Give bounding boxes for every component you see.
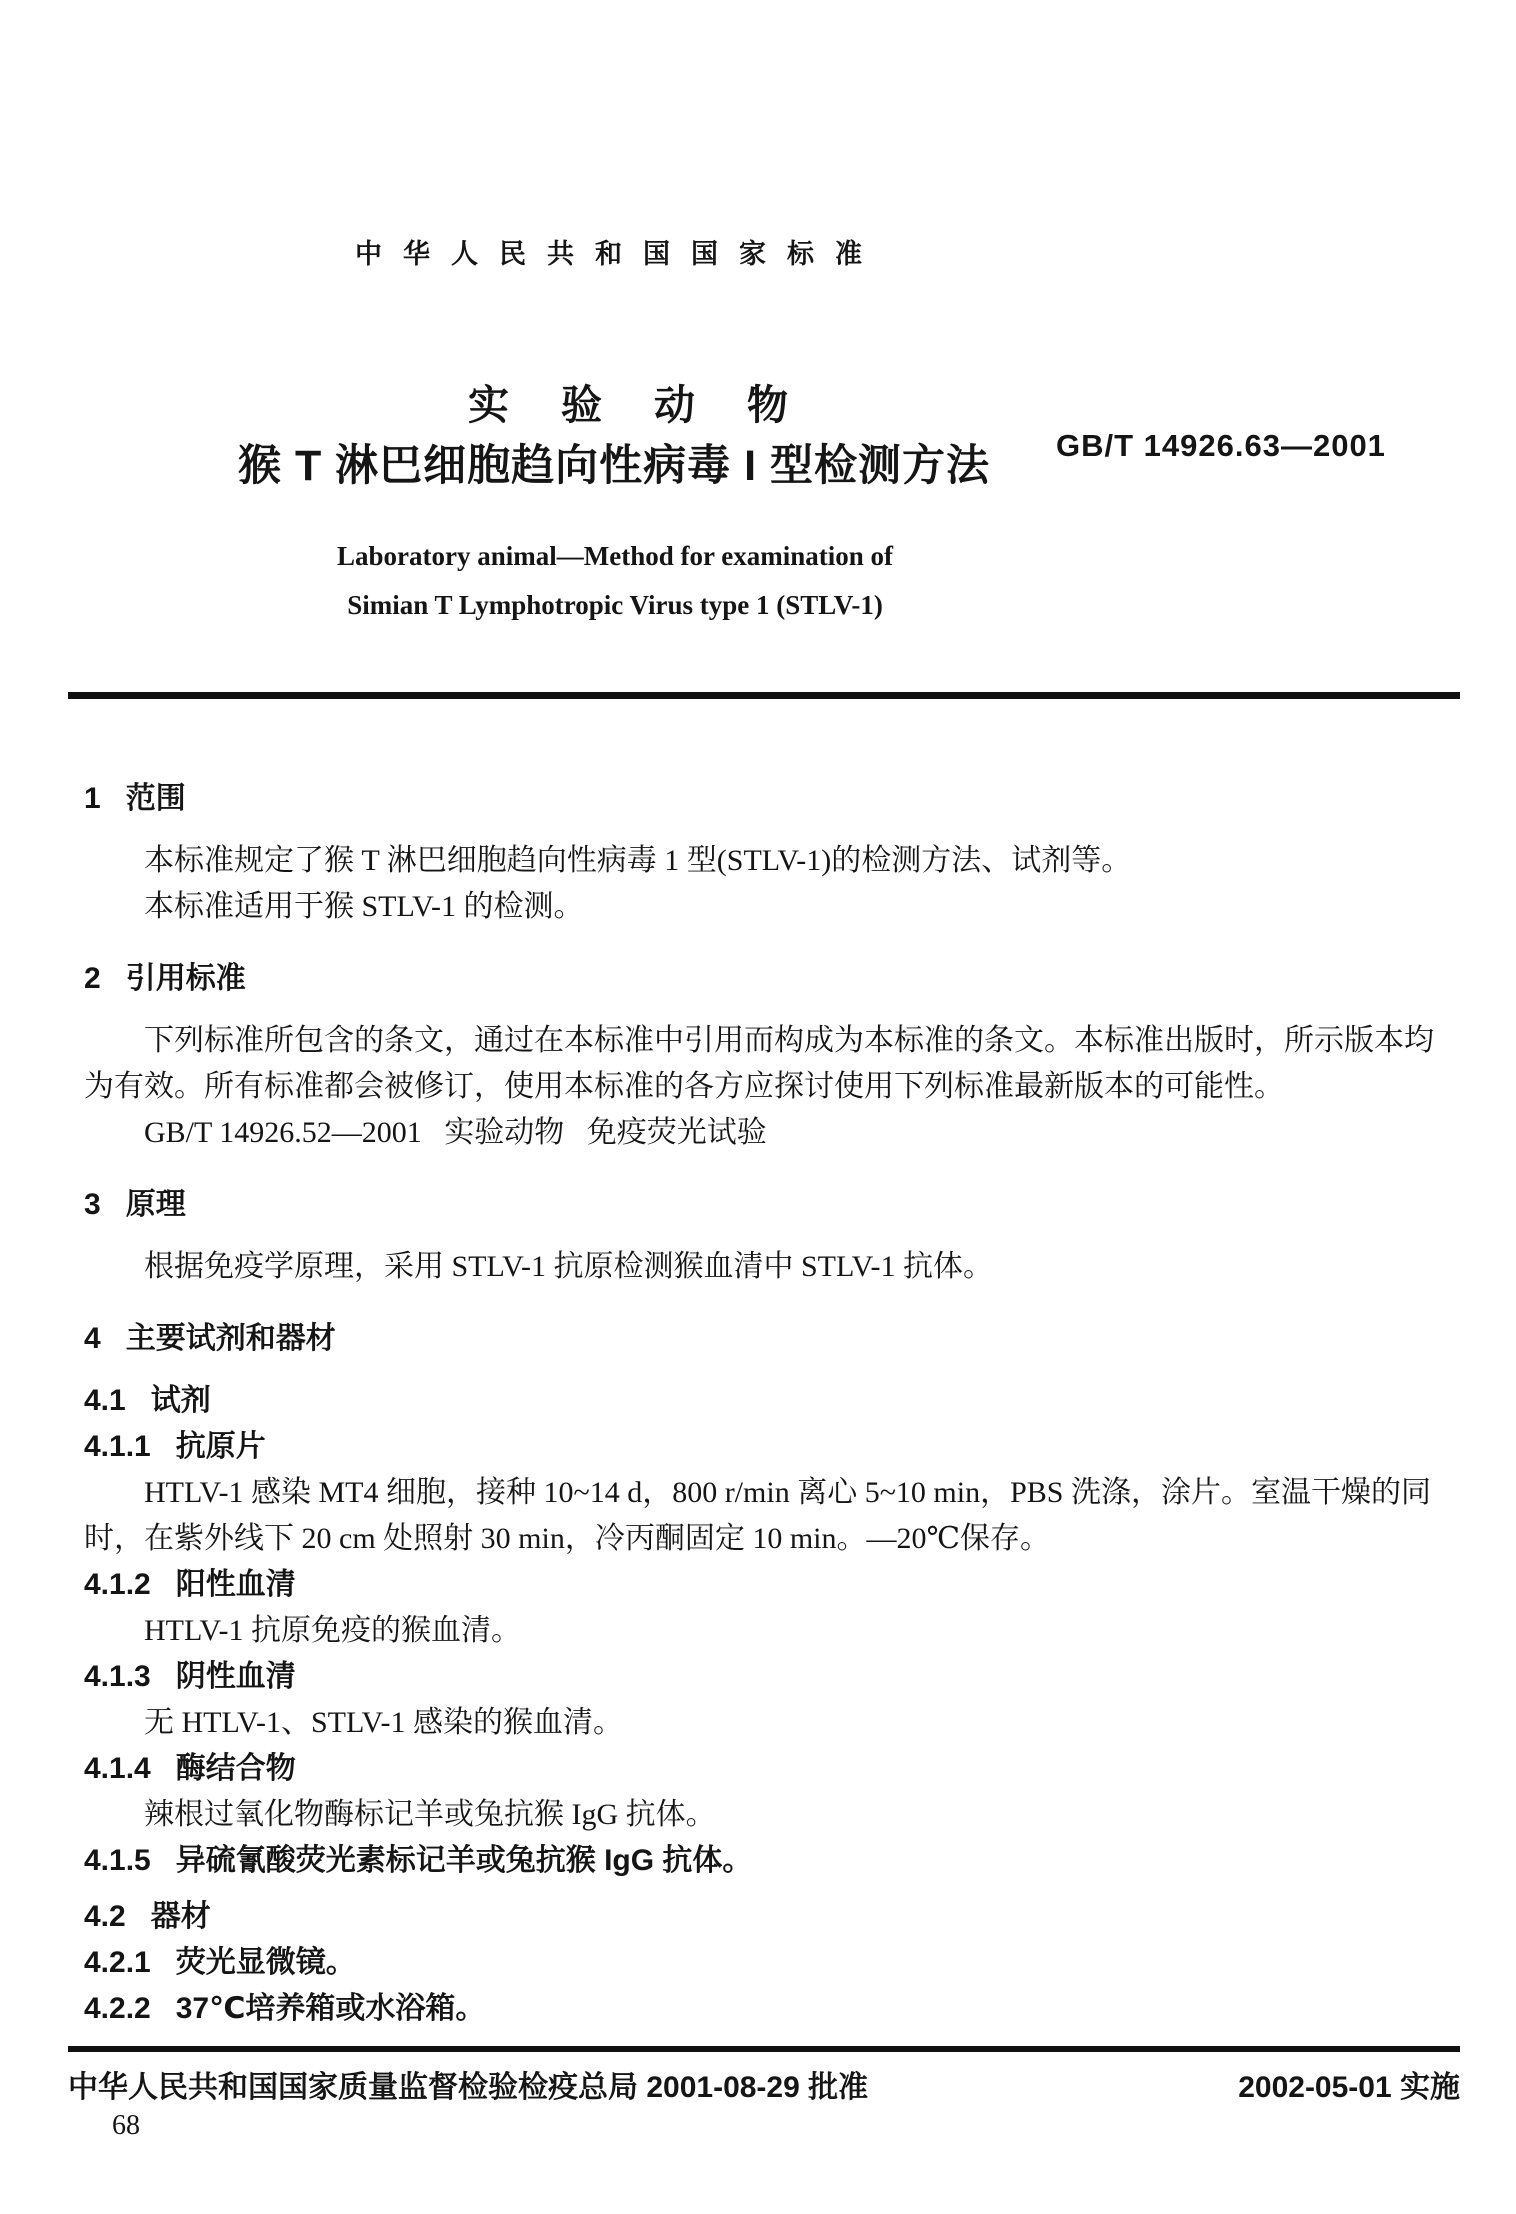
document-title-chinese: 实验动物 <box>468 382 840 428</box>
page-number: 68 <box>112 2110 140 2141</box>
para-references-intro: 下列标准所包含的条文，通过在本标准中引用而构成为本标准的条文。本标准出版时，所示版本均为有效。所有标准都会被修订，使用本标准的各方应探讨使用下列标准最新版本的可能性。 <box>84 1024 1434 1103</box>
para-antigen-slide: HTLV-1 感染 MT4 细胞，接种 10~14 d，800 r/min 离心 5~10 min，PBS 洗涤，涂片。室温干燥的同时，在紫外线下 20 cm 处照射 30 min，冷丙酮固定 10 min。—20℃保存。 <box>84 1476 1431 1555</box>
footer-divider-rule <box>68 2046 1460 2052</box>
title-divider-rule <box>68 692 1460 699</box>
heading-4-1-5-fitc-antibody: 4.1.5 异硫氰酸荧光素标记羊或兔抗猴 IgG 抗体。 <box>84 1844 753 1877</box>
heading-4-1-1-antigen-slide: 4.1.1 抗原片 <box>84 1430 266 1463</box>
para-principle: 根据免疫学原理，采用 STLV-1 抗原检测猴血清中 STLV-1 抗体。 <box>144 1250 993 1283</box>
para-positive-serum: HTLV-1 抗原免疫的猴血清。 <box>144 1614 521 1647</box>
standard-number: GB/T 14926.63—2001 <box>1056 428 1386 463</box>
heading-1-scope: 1 范围 <box>84 782 186 815</box>
heading-4-1-4-enzyme-conjugate: 4.1.4 酶结合物 <box>84 1752 296 1785</box>
para-referenced-standard: GB/T 14926.52—2001 实验动物 免疫荧光试验 <box>144 1116 767 1149</box>
footer-implementation-date: 2002-05-01 实施 <box>1238 2071 1460 2104</box>
para-scope-definition: 本标准规定了猴 T 淋巴细胞趋向性病毒 1 型(STLV-1)的检测方法、试剂等。 <box>144 844 1132 877</box>
heading-4-1-3-negative-serum: 4.1.3 阴性血清 <box>84 1660 296 1693</box>
heading-4-1-reagents: 4.1 试剂 <box>84 1384 211 1417</box>
para-scope-applicability: 本标准适用于猴 STLV-1 的检测。 <box>144 890 584 923</box>
footer <box>68 2062 1460 2106</box>
heading-4-reagents-equipment: 4 主要试剂和器材 <box>84 1322 336 1355</box>
title-english-line2: Simian T Lymphotropic Virus type 1 (STLV-1) <box>347 590 883 620</box>
heading-4-2-equipment: 4.2 器材 <box>84 1900 211 1933</box>
heading-3-principle: 3 原理 <box>84 1188 186 1221</box>
document-title-english <box>230 532 1000 630</box>
para-enzyme-conjugate: 辣根过氧化物酶标记羊或兔抗猴 IgG 抗体。 <box>144 1798 716 1831</box>
heading-4-1-2-positive-serum: 4.1.2 阳性血清 <box>84 1568 296 1601</box>
document-subtitle-chinese: 猴 T 淋巴细胞趋向性病毒 I 型检测方法 <box>238 442 990 490</box>
heading-2-references: 2 引用标准 <box>84 962 246 995</box>
national-standard-header: 中华人民共和国国家标准 <box>355 239 883 269</box>
heading-4-2-2-incubator: 4.2.2 37℃培养箱或水浴箱。 <box>84 1992 486 2025</box>
document-body <box>84 750 1460 2032</box>
footer-approval-authority: 中华人民共和国国家质量监督检验检疫总局 2001-08-29 批准 <box>68 2071 869 2104</box>
title-english-line1: Laboratory animal—Method for examination of <box>337 541 893 571</box>
para-negative-serum: 无 HTLV-1、STLV-1 感染的猴血清。 <box>144 1706 623 1739</box>
heading-4-2-1-fluorescence-microscope: 4.2.1 荧光显微镜。 <box>84 1946 356 1979</box>
